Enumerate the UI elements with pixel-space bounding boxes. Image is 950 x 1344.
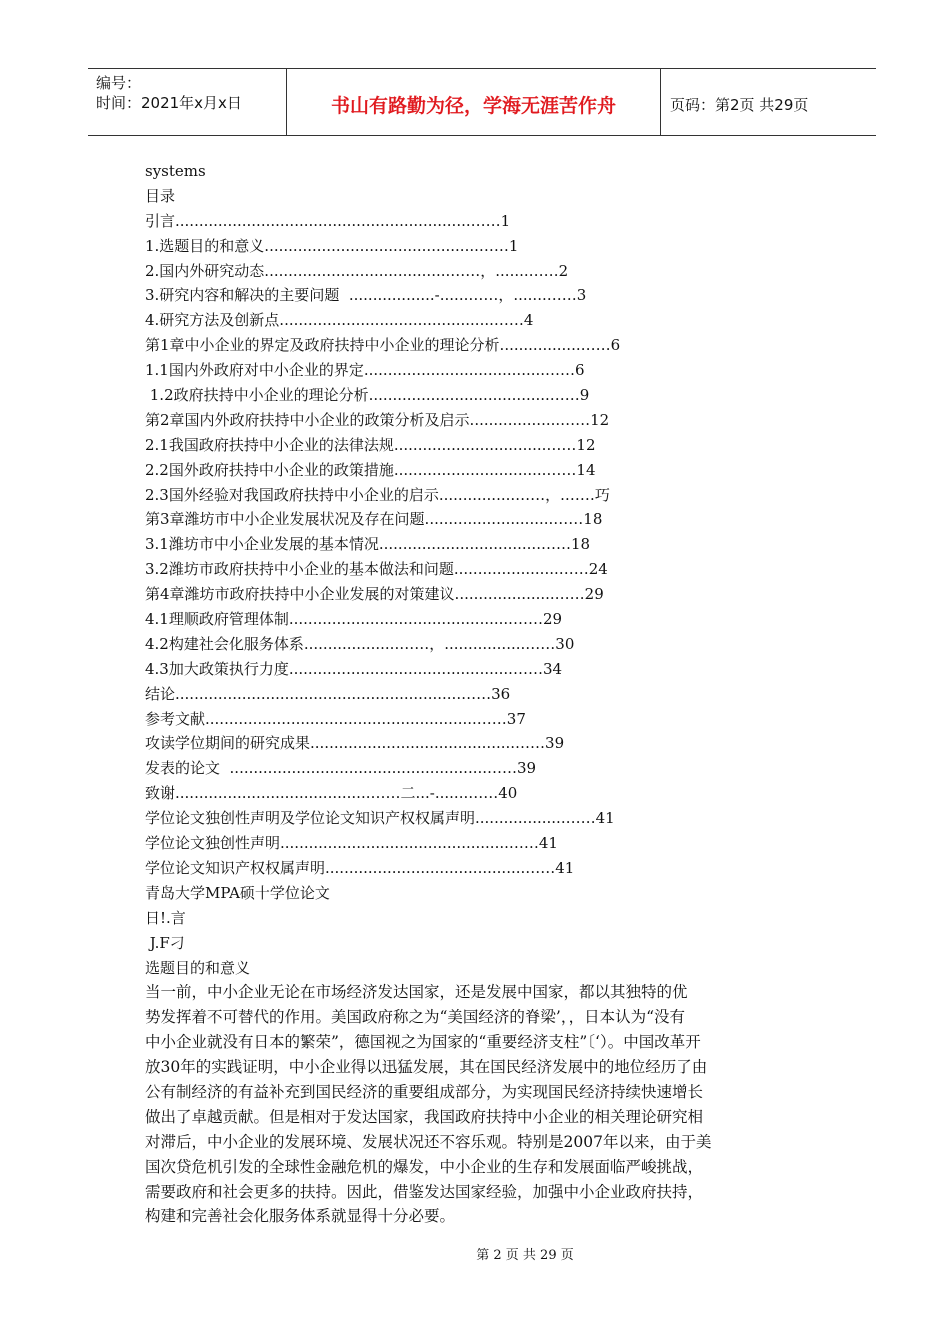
header-divider (660, 69, 661, 135)
header-motto: 书山有路勤为径，学海无涯苦作舟 (330, 94, 616, 117)
table-of-contents (145, 159, 845, 980)
text-line: 3.2潍坊市政府扶持中小企业的基本做法和问题......................……24 (145, 560, 608, 579)
text-line: 致谢.........................................……二...-.......……40 (145, 784, 518, 803)
text-line: 选题目的和意义 (145, 958, 251, 977)
text-line: 结论............................................................……36 (145, 684, 511, 703)
text-line: 4.2构建社会化服务体系....................……，.................……30 (145, 634, 575, 653)
text-line: 学位论文知识产权权属声明..........................................……41 (145, 858, 575, 877)
text-line: 学位论文独创性声明................................................……41 (145, 834, 558, 853)
paragraph-line: 对滞后，中小企业的发展环境、发展状况还不容乐观。特别是2007年以来，由于美 (145, 1132, 712, 1151)
text-line: 2.1我国政府扶持中小企业的法律法规................................……12 (145, 435, 596, 454)
text-line: 2.国内外研究动态.......................................……，.......……2 (145, 261, 569, 280)
text-line: 日!.言 (145, 908, 186, 927)
text-line: 目录 (145, 186, 176, 205)
text-line: 1.2政府扶持中小企业的理论分析......................................……9 (145, 386, 590, 405)
text-line: 1.1国内外政府对中小企业的界定......................................……6 (145, 361, 585, 380)
header-page-info: 页码：第2页 共29页 (670, 95, 809, 114)
time-label: 时间：2021年x月x日 (96, 94, 242, 112)
intro-paragraph (145, 980, 845, 1229)
text-line: 发表的论文 ......................................................……39 (145, 759, 537, 778)
paragraph-line: 公有制经济的有益补充到国民经济的重要组成部分，为实现国民经济持续快速增长 (145, 1082, 704, 1101)
text-line: 青岛大学MPA硕十学位论文 (145, 883, 330, 902)
text-line: 4.1理顺政府管理体制...............................................……29 (145, 610, 563, 629)
text-line: systems (145, 162, 206, 180)
text-line: 2.2国外政府扶持中小企业的政策措施................................……14 (145, 460, 596, 479)
text-line: 第1章中小企业的界定及政府扶持中小企业的理论分析.................……6 (145, 336, 621, 355)
paragraph-line: 做出了卓越贡献。但是相对于发达国家，我国政府扶持中小企业的相关理论研究相 (145, 1107, 704, 1126)
paragraph-line: 中小企业就没有日本的繁荣”，德国视之为国家的“重要经济支柱”〔‘）。中国改革开 (145, 1033, 701, 1052)
paragraph-line: 构建和完善社会化服务体系就显得十分必要。 (145, 1207, 456, 1226)
text-line: 第3章潍坊市中小企业发展状况及存在问题...........................……18 (145, 510, 603, 529)
paragraph-line: 势发挥着不可替代的作用。美国政府称之为“美国经济的脊梁’，，日本认为“没有 (145, 1008, 686, 1027)
paragraph-line: 当一前，中小企业无论在市场经济发达国家，还是发展中国家，都以其独特的优 (145, 983, 688, 1002)
document-body (145, 159, 845, 1229)
code-label: 编号： (96, 74, 142, 92)
paragraph-line: 放30年的实践证明，中小企业得以迅猛发展，其在国民经济发展中的地位经历了由 (145, 1058, 708, 1077)
text-line: 攻读学位期间的研究成果...........................................……39 (145, 734, 565, 753)
page-footer: 第 2 页 共 29 页 (476, 1248, 574, 1263)
text-line: 2.3国外经验对我国政府扶持中小企业的启示................……，.……巧 (145, 485, 610, 504)
text-line: 1.选题目的和意义.............................................……1 (145, 236, 519, 255)
text-line: 学位论文独创性声明及学位论文知识产权权属声明...................……41 (145, 809, 615, 828)
text-line: 参考文献.........................................................……37 (145, 709, 526, 728)
text-line: J.F刁 (145, 933, 185, 952)
text-line: 4.研究方法及创新点.............................................……4 (145, 311, 534, 330)
text-line: 第4章潍坊市政府扶持中小企业发展的对策建议.....................……29 (145, 585, 604, 604)
text-line: 3.研究内容和解决的主要问题 ..................-......……，.......……3 (145, 286, 587, 305)
text-line: 第2章国内外政府扶持中小企业的政策分析及启示...................……12 (145, 410, 610, 429)
text-line: 4.3加大政策执行力度...............................................……34 (145, 659, 563, 678)
paragraph-line: 需要政府和社会更多的扶持。因此，借鉴发达国家经验，加强中小企业政府扶持， (145, 1182, 704, 1201)
text-line: 3.1潍坊市中小企业发展的基本情况..................................……18 (145, 535, 591, 554)
header-meta (96, 73, 242, 113)
paragraph-line: 国次贷危机引发的全球性金融危机的爆发，中小企业的生存和发展面临严峻挑战， (145, 1157, 704, 1176)
page-header (88, 68, 876, 136)
text-line: 引言..............................................................……1 (145, 211, 511, 230)
